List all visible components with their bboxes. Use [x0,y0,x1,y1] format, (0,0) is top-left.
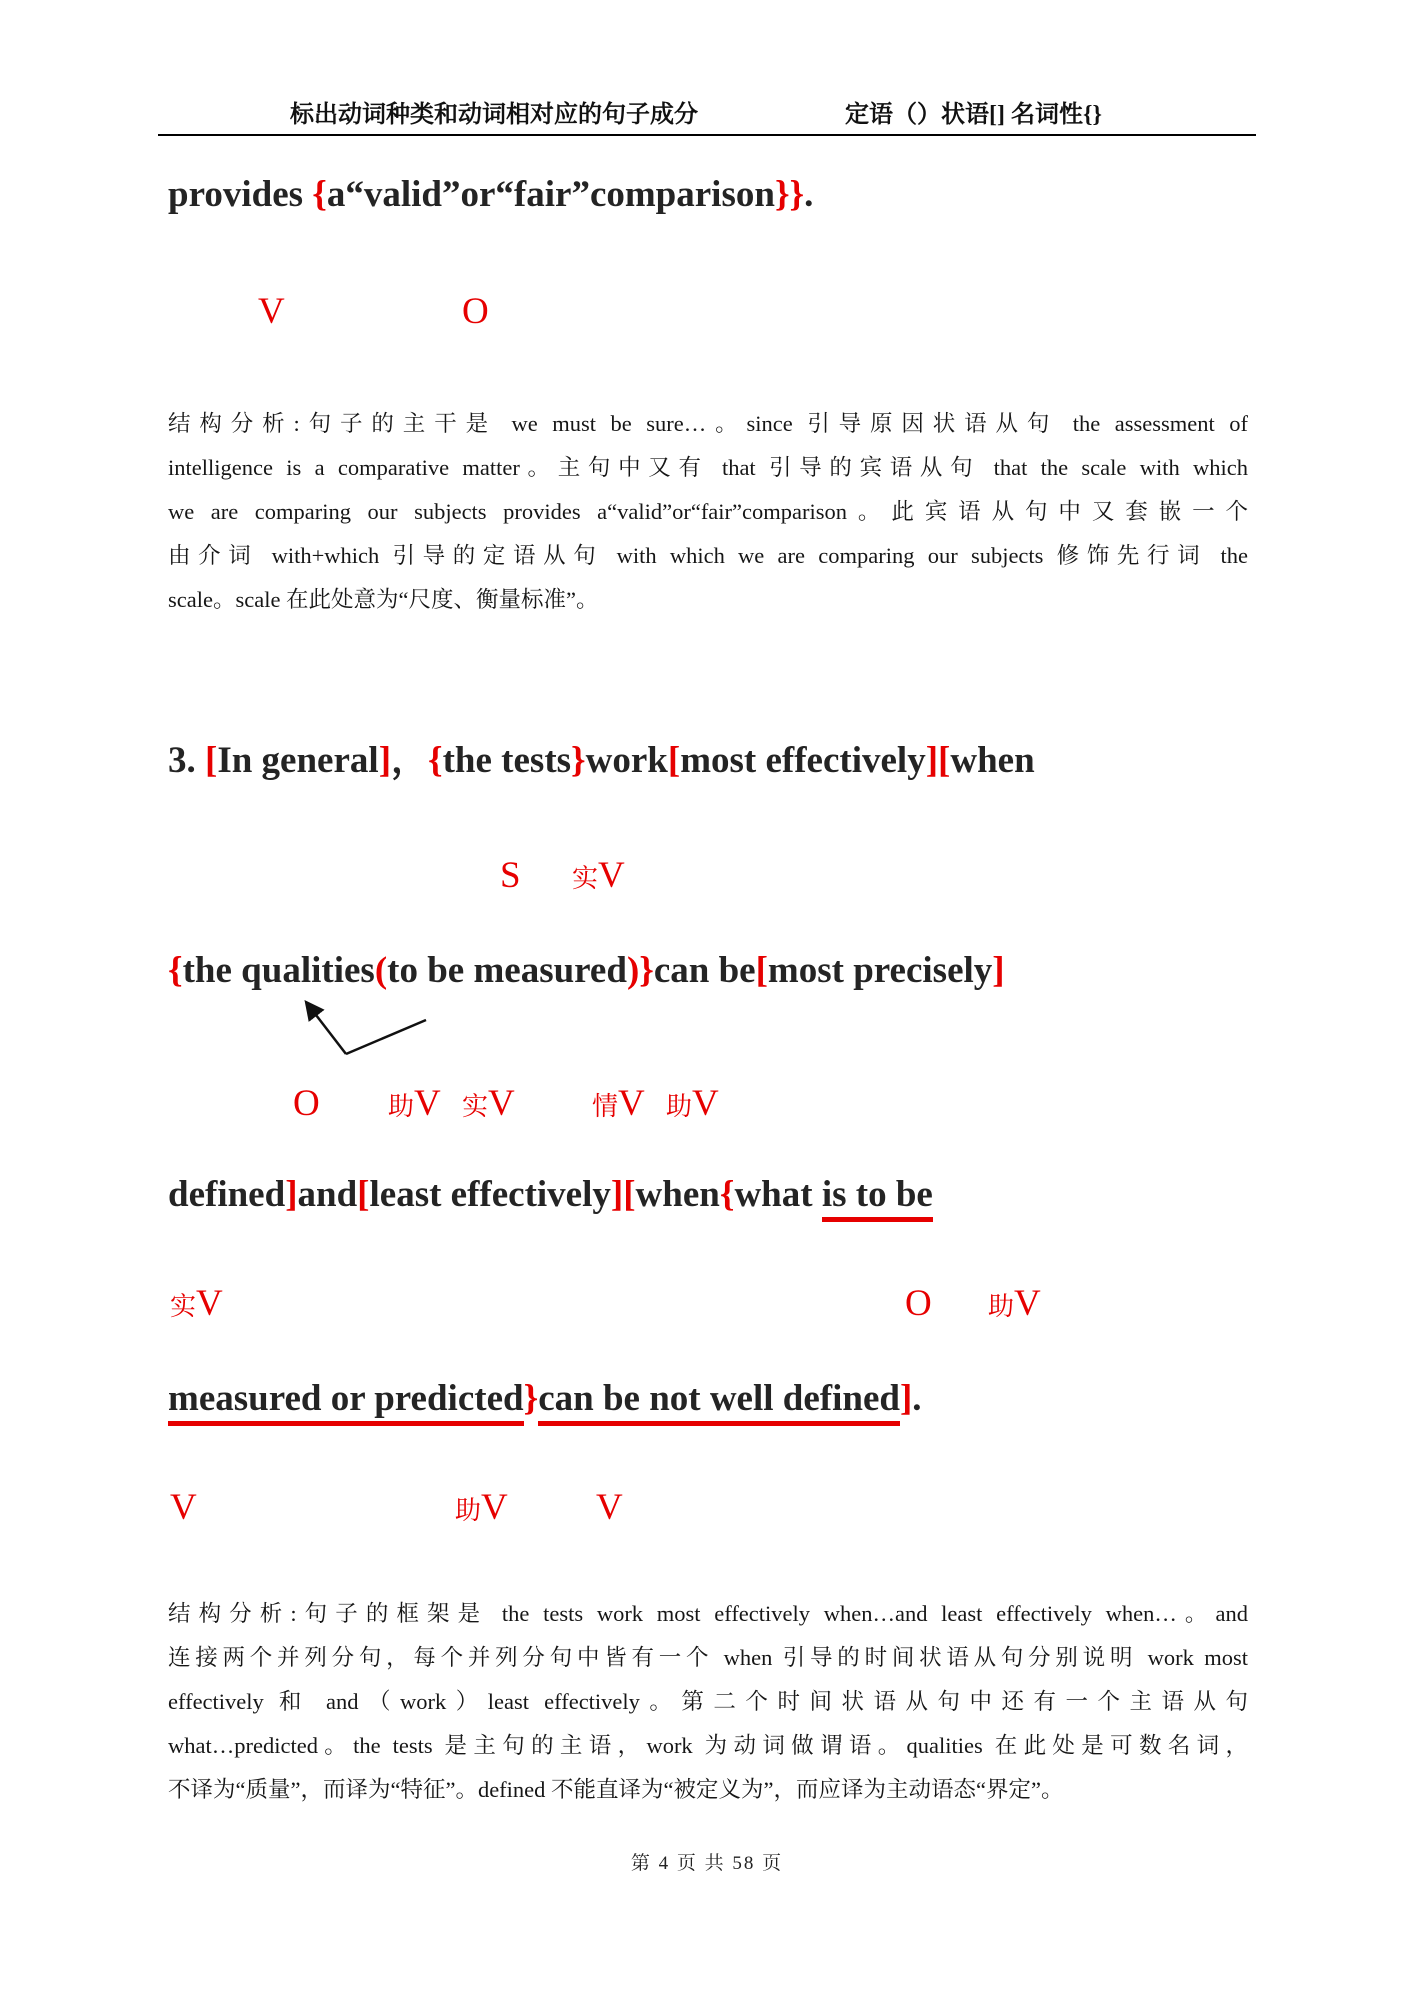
analysis-line: 不译为“质量”，而译为“特征”。defined 不能直译为“被定义为”，而应译为主动语态“界定”。 [168,1777,1064,1802]
sentence-text: what [734,1174,822,1215]
grammar-label [596,1488,623,1529]
red-bracket: ] [992,950,1005,991]
red-bracket: [ [357,1174,370,1215]
sentence2-label-row [0,292,1414,342]
sentence3-title-line [168,738,1035,784]
red-bracket: { [719,1174,735,1215]
grammar-label [388,1084,441,1125]
grammar-label-part: 情 [592,1092,619,1121]
grammar-label [462,1084,515,1125]
grammar-label-part: V [598,855,625,896]
red-bracket: }} [774,174,805,215]
red-bracket: } [571,740,586,781]
grammar-label [500,856,521,897]
grammar-label-part: V [596,1487,623,1528]
sentence-text: a“valid”or“fair”comparison [326,174,775,215]
grammar-label-part: V [488,1083,515,1124]
header-rule [158,134,1256,136]
red-bracket: ] [899,1378,913,1419]
sentence-text: ， [391,740,429,781]
grammar-label-part: 助 [455,1496,482,1525]
sentence-text: . [912,1378,922,1419]
underlined-text: measured or predicted [168,1378,524,1426]
sentence-text: work [585,740,668,781]
red-bracket: { [168,950,183,991]
sentence-text: most precisely [767,950,993,991]
header-right-legend: 定语（）状语[] 名词性{} [845,102,1102,128]
sentence2-tail-line [168,172,813,218]
grammar-label [988,1284,1041,1325]
grammar-label-part: 实 [462,1092,489,1121]
underlined-text: is to be [822,1174,933,1222]
red-bracket: [ [755,950,768,991]
analysis-line: 由介词 with+which 引导的定语从句 with which we are comparing our subjects 修饰先行词 the [168,543,1248,568]
grammar-label-part: 实 [572,864,599,893]
analysis-line: effectively 和 and（work）least effectively。第二个时间状语从句中还有一个主语从句 [168,1689,1248,1714]
analysis-line: what…predicted。the tests 是主句的主语，work 为动词做谓语。qualities 在此处是可数名词， [168,1733,1248,1758]
sentence-text: the tests [442,740,572,781]
grammar-label-part: O [905,1283,932,1324]
analysis-line: 结构分析:句子的主干是 we must be sure…。since 引导原因状语从句 the assessment of [168,411,1248,436]
sentence-text: the qualities [182,950,375,991]
sentence-text: defined [168,1174,286,1215]
sentence-text: most effectively [680,740,926,781]
sentence3-analysis-paragraph [168,1592,1248,1812]
grammar-label-part: 助 [666,1092,693,1121]
grammar-label-part: V [692,1083,719,1124]
sentence3-label-row-3 [0,1284,1414,1334]
sentence3-measured-line [168,1376,922,1422]
grammar-label-part: V [170,1487,197,1528]
sentence-text: least effectively [369,1174,611,1215]
red-bracket: { [428,740,443,781]
grammar-label [592,1084,645,1125]
sentence-text: 3. [168,740,205,781]
underlined-text: can be not well defined [538,1378,900,1426]
grammar-label [170,1488,197,1529]
sentence-text: can be [653,950,756,991]
grammar-label-part: V [196,1283,223,1324]
grammar-label-part: V [481,1487,508,1528]
analysis-line: intelligence is a comparative matter。主句中又有 that 引导的宾语从句 that the scale with which [168,455,1248,480]
grammar-label [462,292,489,333]
grammar-label [666,1084,719,1125]
grammar-label-part: V [258,291,285,332]
red-bracket: )} [626,950,654,991]
sentence-text: when [950,740,1035,781]
sentence-text: provides [168,174,313,215]
sentence-text: and [297,1174,358,1215]
grammar-label [170,1284,223,1325]
red-bracket: [ [205,740,218,781]
red-bracket: { [312,174,327,215]
grammar-label [455,1488,508,1529]
grammar-label-part: V [414,1083,441,1124]
header-left-title: 标出动词种类和动词相对应的句子成分 [290,102,698,128]
sentence-text: . [804,174,814,215]
red-bracket: ] [285,1174,298,1215]
grammar-label-part: 助 [388,1092,415,1121]
analysis-line: we are comparing our subjects provides a“valid”or“fair”comparison。此宾语从句中又套嵌一个 [168,499,1248,524]
red-bracket: ][ [925,740,951,781]
red-bracket: ] [378,740,392,781]
grammar-label-part: V [618,1083,645,1124]
red-bracket: [ [667,740,681,781]
grammar-label [905,1284,932,1325]
red-bracket: } [523,1378,539,1419]
analysis-line: scale。scale 在此处意为“尺度、衡量标准”。 [168,587,599,612]
analysis-line: 结构分析:句子的框架是 the tests work most effectively when…and least effectively when…。and [168,1601,1248,1626]
analysis-line: 连接两个并列分句，每个并列分句中皆有一个 when 引导的时间状语从句分别说明 work most [168,1645,1248,1670]
sentence-text: when [635,1174,720,1215]
sentence3-label-row-4 [0,1488,1414,1538]
annotation-arrow-icon [278,992,458,1082]
grammar-label-part: O [293,1083,320,1124]
grammar-label [572,856,625,897]
sentence-text: In general [217,740,379,781]
sentence2-analysis-paragraph [168,402,1248,622]
grammar-label-part: 助 [988,1292,1015,1321]
sentence3-label-row-s [0,856,1414,906]
grammar-label [293,1084,320,1125]
grammar-label [258,292,285,333]
page-number: 第 4 页 共 58 页 [630,1853,784,1874]
red-bracket: ][ [610,1174,636,1215]
grammar-label-part: V [1014,1283,1041,1324]
red-bracket: ( [374,950,388,991]
sentence3-label-row-2 [0,1084,1414,1134]
sentence3-defined-line [168,1172,933,1218]
grammar-label-part: 实 [170,1292,197,1321]
grammar-label-part: S [500,855,521,896]
sentence3-qualities-line [168,948,1005,994]
grammar-label-part: O [462,291,489,332]
sentence-text: to be measured [387,950,627,991]
